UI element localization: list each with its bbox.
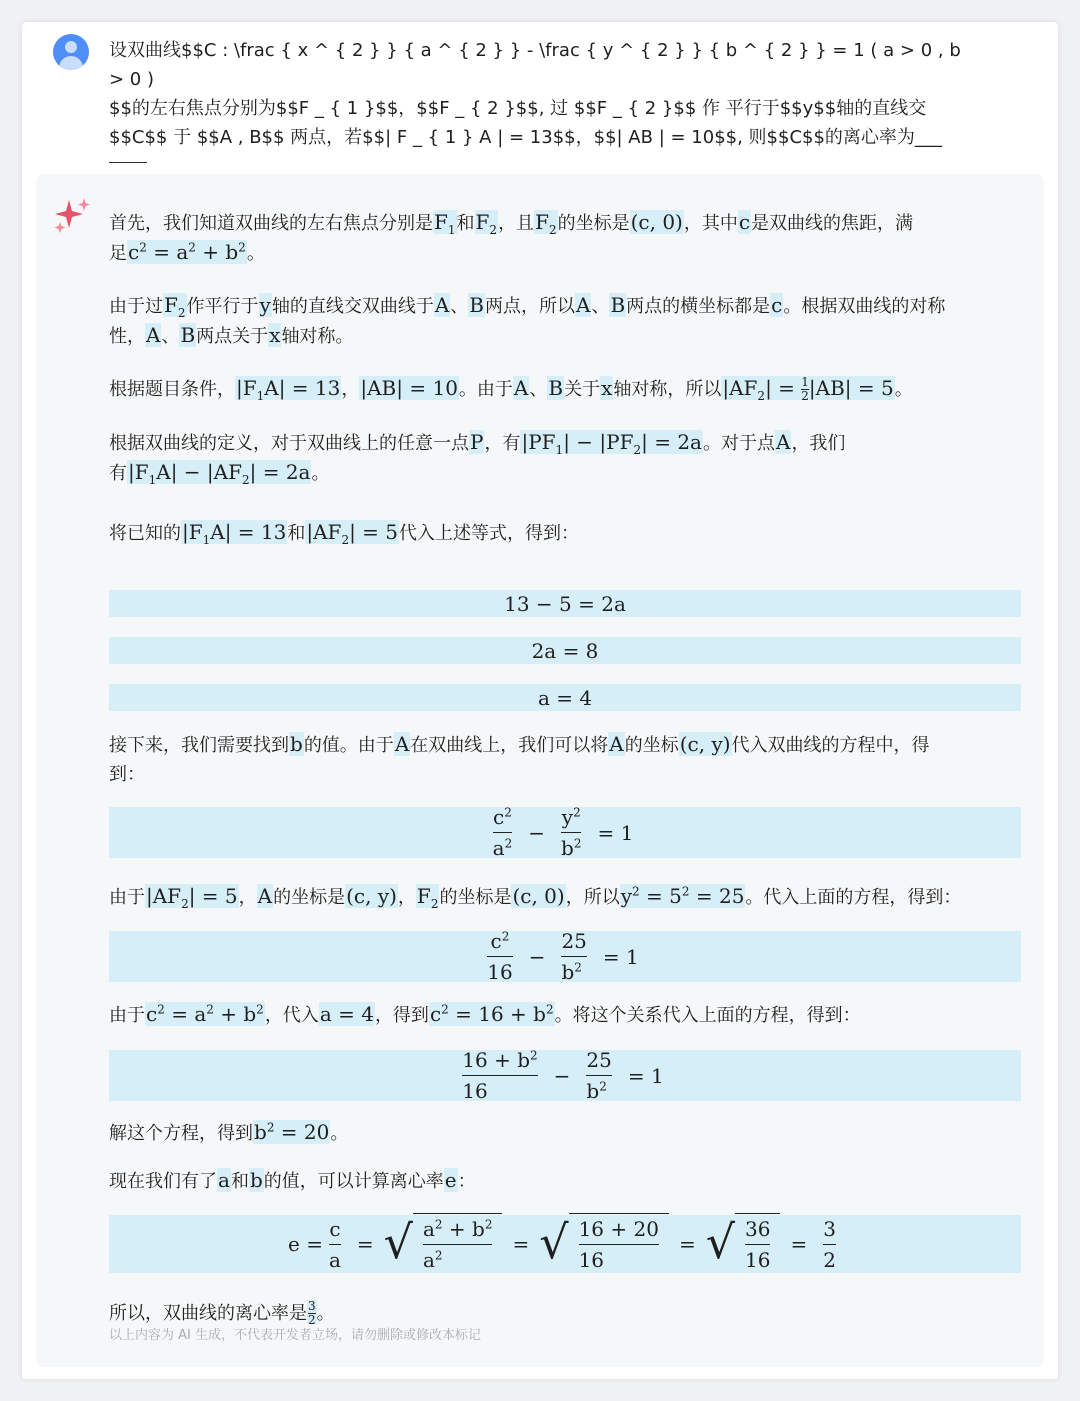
answer-paragraph: 由于过$F_2$作平行于y轴的直线交双曲线于A、B两点，所以A、B两点的横坐标都是c。根据双曲线的对称 性，A、B两点关于x轴对称。 <box>109 293 946 347</box>
math-block: $\frac{c^2}{a^2}$ − $\frac{y^2}{b^2}$ = 1 <box>109 807 1021 858</box>
answer-paragraph: 所以，双曲线的离心率是 $\frac{3}{2}$ 。 <box>109 1299 335 1327</box>
answer-paragraph: 现在我们有了a和b的值，可以计算离心率e： <box>109 1168 476 1192</box>
answer-paragraph: 根据题目条件，$|F_1A| = 13$，|AB| = 10。由于A、B关于x轴对称，所以$|AF_2|$ = $\frac{1}{2}$ |AB| = 5。 <box>109 375 913 403</box>
math-block: 13 − 5 = 2a <box>109 590 1021 617</box>
answer-paragraph: 由于$c^2 = a^2 + b^2$，代入a = 4，得到$c^2 = 16 + b^2$。将这个关系代入上面的方程，得到： <box>109 1002 861 1026</box>
answer-paragraph: 将已知的$|F_1A| = 13$和$|AF_2| = 5$代入上述等式，得到： <box>109 520 580 547</box>
math-block: a = 4 <box>109 684 1021 711</box>
ai-answer <box>36 174 1044 1367</box>
answer-paragraph: 首先，我们知道双曲线的左右焦点分别是$F_1$和$F_2$，且$F_2$的坐标是(c, 0)，其中c是双曲线的焦距，满 足$c^2 = a^2 + b^2$。 <box>109 210 914 264</box>
answer-blank <box>109 162 147 163</box>
answer-paragraph: 接下来，我们需要找到b的值。由于A在双曲线上，我们可以将A的坐标(c, y)代入双曲线的方程中，得 到： <box>109 732 930 785</box>
ai-sparkle-icon <box>52 196 92 236</box>
user-question: 设双曲线$$C : \frac { x ^ { 2 } } { a ^ { 2 } } - \frac { y ^ { 2 } } { b ^ { 2 } } = 1 ( a > 0 , b > 0 ) $$的左右焦点分别为$$F _ { 1 }$$，$$F _ { 2 }$$, 过 $$F _ { 2 }$$ 作 平行于$$y$$轴的直线交 $$C$$ 于 $$A , B$$ 两点，若$$| F _ { 1 } A | = 13$$，$$| AB | = 10$$, 则$$C$$的离心率为___ <box>109 36 969 163</box>
math-block: e = $\frac{c}{a}$ = √ $\frac{a^2 + b^2}{a^2}$ = √ $\frac{16 + 20}{16}$ = √ $\frac{36}{16}$ = $\frac{3}{2}$ <box>109 1215 1021 1273</box>
answer-paragraph: 解这个方程，得到$b^2 = 20$。 <box>109 1120 349 1144</box>
chat-card <box>22 22 1058 1379</box>
answer-paragraph: 由于$|AF_2| = 5$，A的坐标是(c, y)，$F_2$的坐标是(c, 0)，所以$y^2 = 5^2 = 25$。代入上面的方程，得到： <box>109 884 962 911</box>
math-block: $\frac{16 + b^2}{16}$ − $\frac{25}{b^2}$ = 1 <box>109 1050 1021 1101</box>
user-avatar-icon <box>53 34 89 70</box>
answer-paragraph: 根据双曲线的定义，对于双曲线上的任意一点P，有$|PF_1| - |PF_2| = 2a$。对于点A，我们 有$|F_1A| - |AF_2| = 2a$。 <box>109 430 846 487</box>
math-block: 2a = 8 <box>109 637 1021 664</box>
ai-disclaimer: 以上内容为 AI 生成，不代表开发者立场，请勿删除或修改本标记 <box>109 1328 481 1343</box>
math-block: $\frac{c^2}{16}$ − $\frac{25}{b^2}$ = 1 <box>109 931 1021 982</box>
